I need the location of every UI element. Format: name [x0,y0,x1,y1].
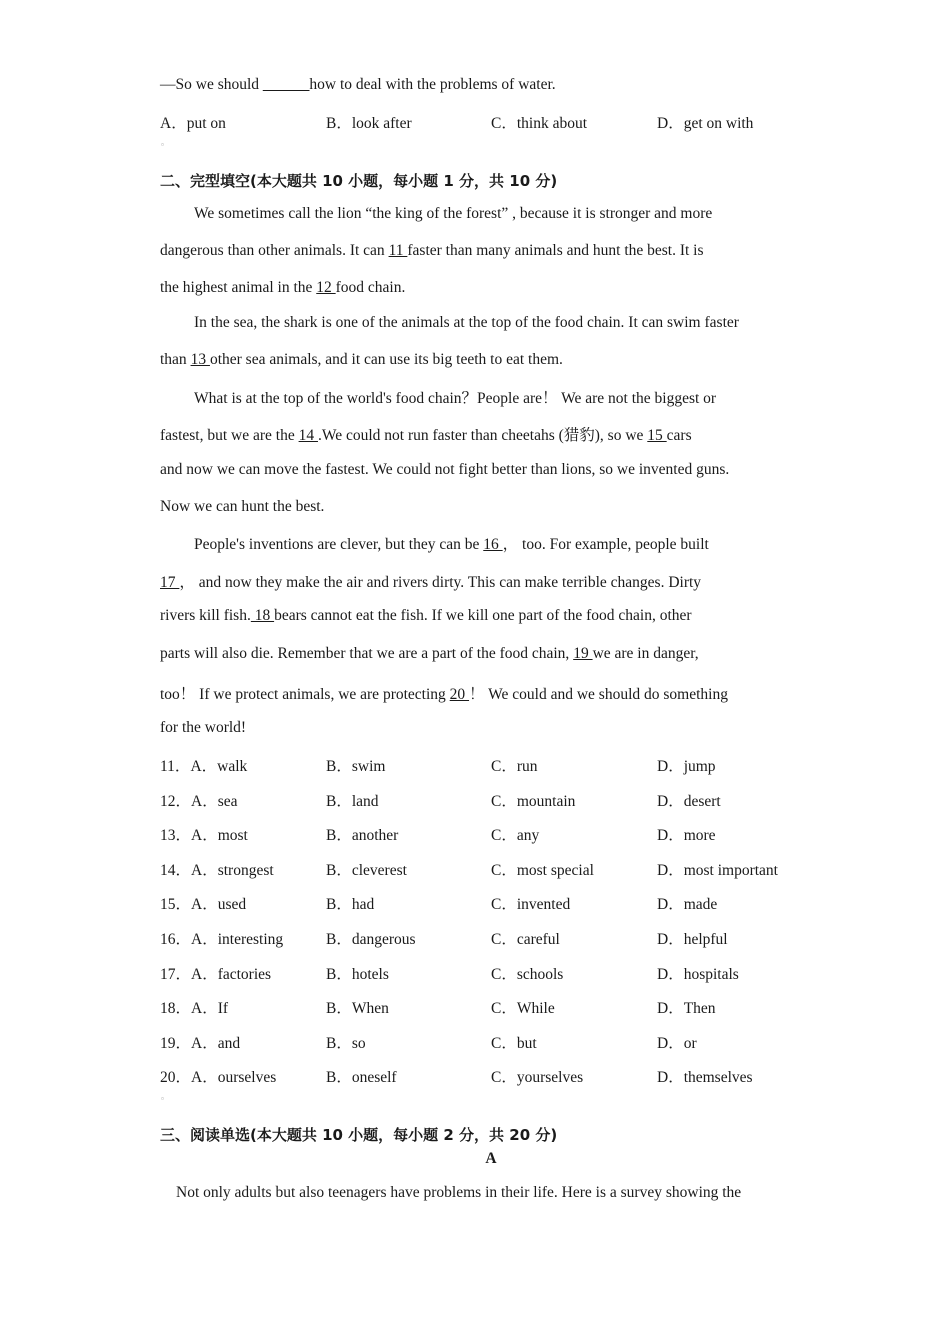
question-19-option-b [326,1031,366,1053]
blank-12: 12 [316,279,336,296]
option-text: A．ourselves [191,1069,277,1086]
question-16-option-d [657,927,728,949]
q10-option-b: B．look after [326,115,412,132]
question-15-option-d [657,892,717,914]
option-text: B．land [326,793,379,810]
q10-option-a: A．put on [160,115,226,132]
option-text: C．yourselves [491,1069,584,1086]
question-15-option-b [326,892,374,914]
passage-line: fastest, but we are the 14 .We could not run faster than cheetahs (猎豹), so we 15 cars [160,427,692,444]
option-text: D．most important [657,862,778,879]
option-text: A．walk [190,758,248,775]
question-12-option-b [326,789,379,811]
blank-14: 14 [298,427,318,444]
passage-line: and now we can move the fastest. We could not fight better than lions, so we invented guns. [160,461,730,478]
option-text: A．factories [191,966,272,983]
passage-line: the highest animal in the 12 food chain. [160,279,406,296]
option-text: D．made [657,896,718,913]
blank-19: 19 [573,645,593,662]
question-20-option-d [657,1065,753,1087]
option-text: A．used [191,896,247,913]
blank: ______ [262,76,310,93]
option-text: D．jump [657,758,716,775]
question-16-option-a [160,927,283,949]
option-text: D．themselves [657,1069,753,1086]
option-text: A．If [191,1000,229,1017]
q10-stem: —So we should ______how to deal with the problems of water. [160,76,556,93]
question-12-option-a [160,789,238,811]
blank-17: 17 [160,574,180,591]
question-11-option-c [491,754,538,776]
option-text: B．hotels [326,966,389,983]
option-text: A．interesting [191,931,284,948]
question-14-option-c [491,858,594,880]
passage-line: Not only adults but also teenagers have problems in their life. Here is a survey showing the [176,1184,742,1201]
question-13-option-b [326,823,398,845]
option-text: B．cleverest [326,862,407,879]
option-text: B．so [326,1035,366,1052]
paragraph-mark: ▫ [161,1094,164,1103]
question-18-option-c [491,996,555,1018]
question-20-option-b [326,1065,397,1087]
passage-line: Now we can hunt the best. [160,498,325,515]
option-text: D．more [657,827,716,844]
blank-16: 16 [483,536,503,553]
option-text: B．dangerous [326,931,416,948]
option-text: D．desert [657,793,721,810]
question-19-option-c [491,1031,537,1053]
passage-line: for the world! [160,719,247,736]
question-19-option-a [160,1031,240,1053]
passage-line: than 13 other sea animals, and it can use its big teeth to eat them. [160,351,563,368]
option-text: B．When [326,1000,389,1017]
passage-line: In the sea, the shark is one of the animals at the top of the food chain. It can swim faster [194,314,739,331]
option-text: C．invented [491,896,571,913]
question-number: 15． [160,896,192,913]
question-number: 13． [160,827,192,844]
passage-line: 17 ， and now they make the air and rivers dirty. This can make terrible changes. Dirty [160,574,702,591]
question-14-option-b [326,858,407,880]
question-number: 11． [160,758,191,775]
question-number: 19． [160,1035,192,1052]
question-17-option-d [657,962,739,984]
question-18-option-a [160,996,228,1018]
option-text: B．had [326,896,375,913]
blank-15: 15 [647,427,667,444]
question-19-option-d [657,1031,697,1053]
question-number: 16． [160,931,192,948]
question-18-option-b [326,996,389,1018]
option-text: C．but [491,1035,537,1052]
option-text: C．any [491,827,540,844]
option-text: B．swim [326,758,386,775]
option-text: C．most special [491,862,594,879]
option-text: D．hospitals [657,966,739,983]
question-13-option-d [657,823,716,845]
option-text: D．Then [657,1000,716,1017]
question-12-option-d [657,789,721,811]
question-11-option-b [326,754,385,776]
section2-heading: 二、完型填空(本大题共 10 小题，每小题 1 分，共 10 分) [160,172,558,190]
section3-heading: 三、阅读单选(本大题共 10 小题，每小题 2 分，共 20 分) [160,1126,558,1144]
question-20-option-c [491,1065,583,1087]
question-number: 18． [160,1000,192,1017]
question-number: 12． [160,793,192,810]
passage-line: We sometimes call the lion “the king of the forest” , because it is stronger and more [194,205,713,222]
question-15-option-a [160,892,246,914]
passage-line: too！ If we protect animals, we are protecting 20 ！ We could and we should do something [160,686,728,703]
option-text: D．or [657,1035,697,1052]
question-13-option-a [160,823,248,845]
question-13-option-c [491,823,539,845]
question-18-option-d [657,996,716,1018]
passage-line: rivers kill fish. 18 bears cannot eat the fish. If we kill one part of the food chain, other [160,607,692,624]
blank-13: 13 [190,351,210,368]
option-text: A．and [191,1035,241,1052]
option-text: B．another [326,827,399,844]
question-11-option-d [657,754,716,776]
option-text: A．most [191,827,248,844]
option-text: C．run [491,758,538,775]
question-16-option-c [491,927,560,949]
passage-line: parts will also die. Remember that we are a part of the food chain, 19 we are in danger, [160,645,699,662]
question-17-option-c [491,962,563,984]
option-text: A．sea [191,793,238,810]
question-number: 20． [160,1069,192,1086]
question-16-option-b [326,927,416,949]
option-text: C．mountain [491,793,576,810]
blank-11: 11 [388,242,408,259]
question-15-option-c [491,892,570,914]
blank-20: 20 [449,686,470,703]
question-11-option-a [160,754,247,776]
passage-line: What is at the top of the world's food chain？People are！ We are not the biggest or [194,390,717,407]
option-text: C．schools [491,966,564,983]
question-17-option-a [160,962,271,984]
question-number: 17． [160,966,192,983]
question-14-option-a [160,858,274,880]
blank-18: 18 [250,607,275,624]
question-17-option-b [326,962,389,984]
question-14-option-d [657,858,778,880]
q10-option-d: D．get on with [657,115,754,132]
passage-line: People's inventions are clever, but they can be 16 ， too. For example, people built [194,536,709,553]
passage-label: A [485,1150,497,1167]
passage-line: dangerous than other animals. It can 11 faster than many animals and hunt the best. It is [160,242,704,259]
question-12-option-c [491,789,575,811]
question-20-option-a [160,1065,276,1087]
q10-option-c: C．think about [491,115,588,132]
paragraph-mark: ▫ [161,140,164,149]
option-text: C．careful [491,931,560,948]
option-text: C．While [491,1000,555,1017]
option-text: A．strongest [191,862,274,879]
option-text: D．helpful [657,931,728,948]
question-number: 14． [160,862,192,879]
option-text: B．oneself [326,1069,397,1086]
